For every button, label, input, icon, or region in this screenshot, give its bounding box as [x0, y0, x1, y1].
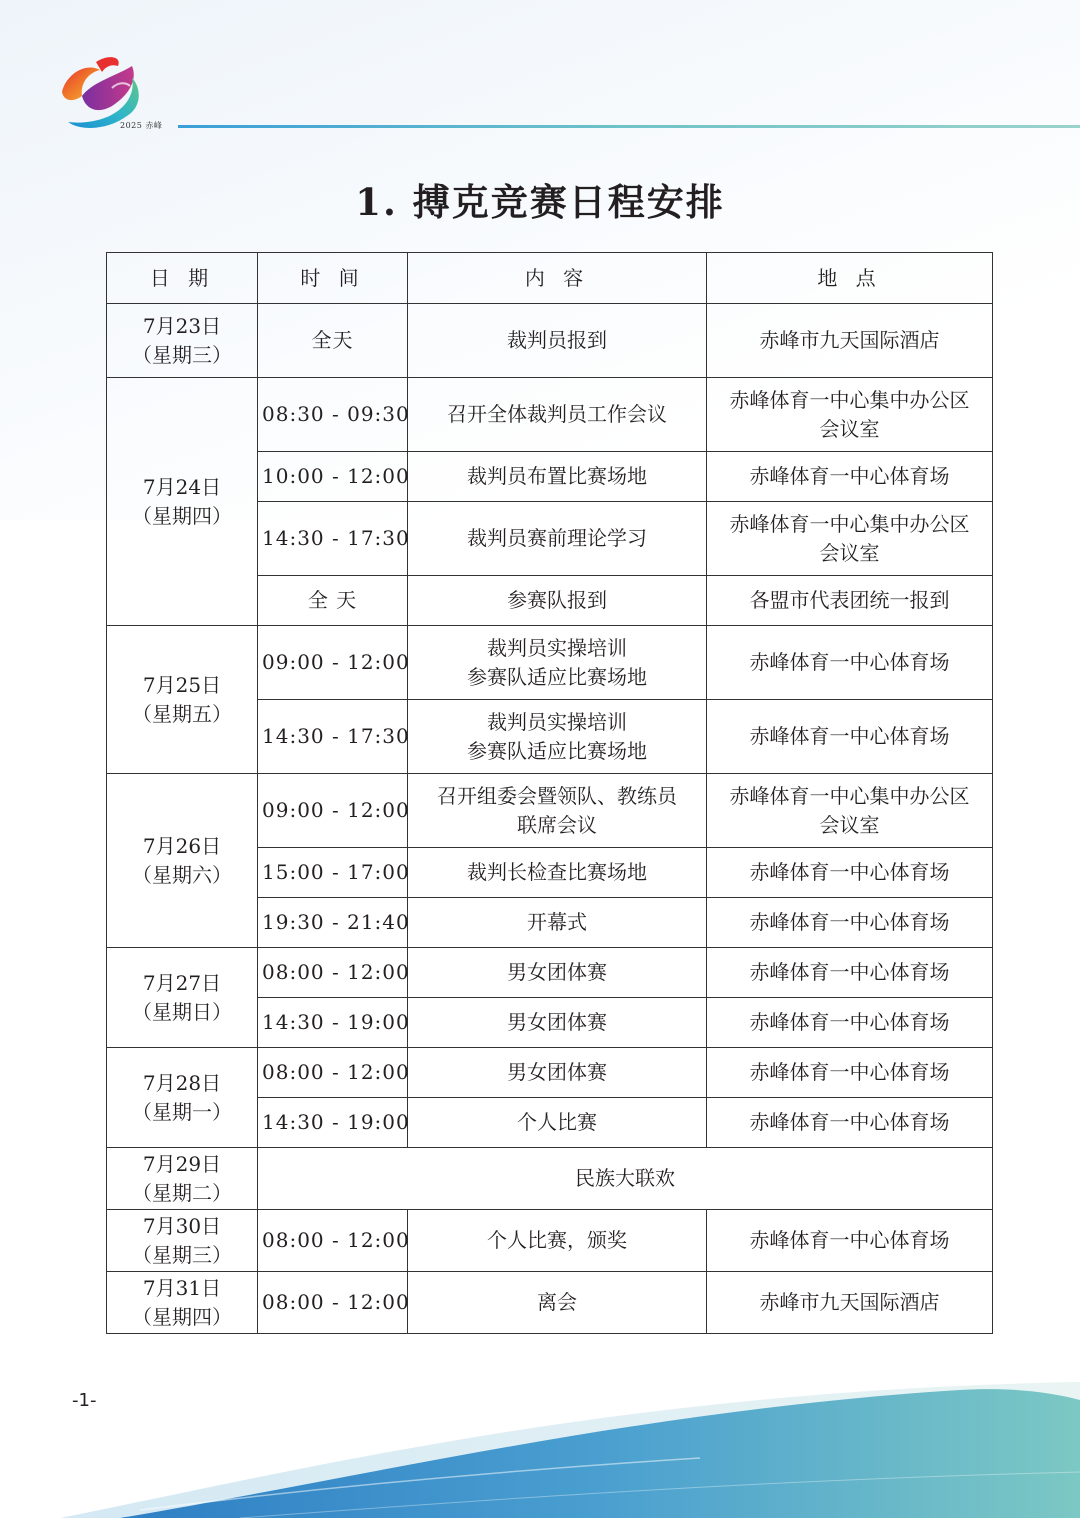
time-cell: 08:00 - 12:00 [258, 948, 408, 998]
schedule-table [106, 252, 993, 1334]
time-cell: 14:30 - 19:00 [258, 998, 408, 1048]
content-cell: 离会 [408, 1272, 707, 1334]
time-cell: 全 天 [258, 576, 408, 626]
time-cell: 08:00 - 12:00 [258, 1210, 408, 1272]
content-cell [408, 626, 707, 700]
column-header-date: 日 期 [107, 253, 258, 304]
location-cell: 赤峰体育一中心体育场 [707, 1098, 993, 1148]
table-row [107, 626, 993, 700]
content-cell: 裁判长检查比赛场地 [408, 848, 707, 898]
date-label: 7月26日 [142, 833, 222, 858]
content-line: 召开组委会暨领队、教练员 [437, 783, 677, 808]
time-cell: 10:00 - 12:00 [258, 452, 408, 502]
column-header-location: 地 点 [707, 253, 993, 304]
weekday-label: （星期四） [132, 503, 232, 528]
location-line: 赤峰体育一中心集中办公区 [729, 783, 970, 808]
content-line: 联席会议 [517, 812, 597, 837]
table-row [107, 1148, 993, 1210]
date-cell [107, 948, 258, 1048]
weekday-label: （星期五） [132, 701, 232, 726]
date-cell [107, 304, 258, 378]
date-label: 7月29日 [142, 1151, 222, 1176]
location-line: 赤峰体育一中心集中办公区 [729, 511, 970, 536]
location-cell: 赤峰体育一中心体育场 [707, 1048, 993, 1098]
date-cell [107, 626, 258, 774]
time-cell: 09:00 - 12:00 [258, 626, 408, 700]
content-line: 裁判员实操培训 [487, 635, 627, 660]
location-line: 赤峰体育一中心集中办公区 [729, 387, 970, 412]
date-cell [107, 1148, 258, 1210]
header-divider [178, 125, 1080, 128]
content-line: 裁判员实操培训 [487, 709, 627, 734]
time-cell: 14:30 - 17:30 [258, 502, 408, 576]
date-label: 7月25日 [142, 672, 222, 697]
decorative-brush-wave [0, 1360, 1080, 1518]
table-row [107, 1272, 993, 1334]
location-cell: 赤峰市九天国际酒店 [707, 1272, 993, 1334]
content-cell: 裁判员布置比赛场地 [408, 452, 707, 502]
location-line: 会议室 [819, 416, 880, 441]
location-cell: 赤峰市九天国际酒店 [707, 304, 993, 378]
content-cell: 个人比赛 [408, 1098, 707, 1148]
content-cell: 裁判员赛前理论学习 [408, 502, 707, 576]
time-cell: 19:30 - 21:40 [258, 898, 408, 948]
content-cell [408, 700, 707, 774]
date-cell [107, 774, 258, 948]
column-header-time: 时 间 [258, 253, 408, 304]
weekday-label: （星期三） [132, 342, 232, 367]
content-cell: 裁判员报到 [408, 304, 707, 378]
content-cell: 召开全体裁判员工作会议 [408, 378, 707, 452]
weekday-label: （星期三） [132, 1242, 232, 1267]
content-cell [408, 774, 707, 848]
location-cell: 各盟市代表团统一报到 [707, 576, 993, 626]
date-cell [107, 1048, 258, 1148]
location-cell: 赤峰体育一中心体育场 [707, 848, 993, 898]
location-cell: 赤峰体育一中心体育场 [707, 948, 993, 998]
content-cell: 男女团体赛 [408, 998, 707, 1048]
location-line: 会议室 [819, 540, 880, 565]
location-cell: 赤峰体育一中心体育场 [707, 998, 993, 1048]
content-cell: 开幕式 [408, 898, 707, 948]
page-number: -1- [72, 1390, 97, 1411]
date-label: 7月24日 [142, 474, 222, 499]
date-label: 7月30日 [142, 1213, 222, 1238]
date-cell [107, 378, 258, 626]
content-cell: 男女团体赛 [408, 1048, 707, 1098]
table-row [107, 304, 993, 378]
table-row [107, 1048, 993, 1098]
location-cell [707, 378, 993, 452]
table-row [107, 1210, 993, 1272]
column-header-content: 内 容 [408, 253, 707, 304]
time-cell: 14:30 - 19:00 [258, 1098, 408, 1148]
time-cell: 08:00 - 12:00 [258, 1272, 408, 1334]
time-cell: 14:30 - 17:30 [258, 700, 408, 774]
date-cell [107, 1210, 258, 1272]
merged-event-cell: 民族大联欢 [258, 1148, 993, 1210]
weekday-label: （星期日） [132, 999, 232, 1024]
content-cell: 个人比赛，颁奖 [408, 1210, 707, 1272]
date-label: 7月28日 [142, 1070, 222, 1095]
location-line: 会议室 [819, 812, 880, 837]
location-cell: 赤峰体育一中心体育场 [707, 1210, 993, 1272]
content-line: 参赛队适应比赛场地 [467, 664, 647, 689]
date-cell [107, 1272, 258, 1334]
location-cell: 赤峰体育一中心体育场 [707, 898, 993, 948]
weekday-label: （星期一） [132, 1099, 232, 1124]
content-cell: 参赛队报到 [408, 576, 707, 626]
time-cell: 09:00 - 12:00 [258, 774, 408, 848]
table-row [107, 774, 993, 848]
date-label: 7月23日 [142, 313, 222, 338]
location-cell [707, 774, 993, 848]
weekday-label: （星期二） [132, 1180, 232, 1205]
time-cell: 08:00 - 12:00 [258, 1048, 408, 1098]
logo-caption: 2025 赤峰 [120, 121, 163, 130]
date-label: 7月27日 [142, 970, 222, 995]
time-cell: 15:00 - 17:00 [258, 848, 408, 898]
weekday-label: （星期六） [132, 862, 232, 887]
table-header-row [107, 253, 993, 304]
weekday-label: （星期四） [132, 1304, 232, 1329]
time-cell: 全天 [258, 304, 408, 378]
date-label: 7月31日 [142, 1275, 222, 1300]
table-row [107, 948, 993, 998]
location-cell: 赤峰体育一中心体育场 [707, 452, 993, 502]
location-cell: 赤峰体育一中心体育场 [707, 700, 993, 774]
content-line: 参赛队适应比赛场地 [467, 738, 647, 763]
table-row [107, 378, 993, 452]
content-cell: 男女团体赛 [408, 948, 707, 998]
location-cell [707, 502, 993, 576]
page-title: 1. 搏克竞赛日程安排 [355, 180, 725, 224]
time-cell: 08:30 - 09:30 [258, 378, 408, 452]
location-cell: 赤峰体育一中心体育场 [707, 626, 993, 700]
